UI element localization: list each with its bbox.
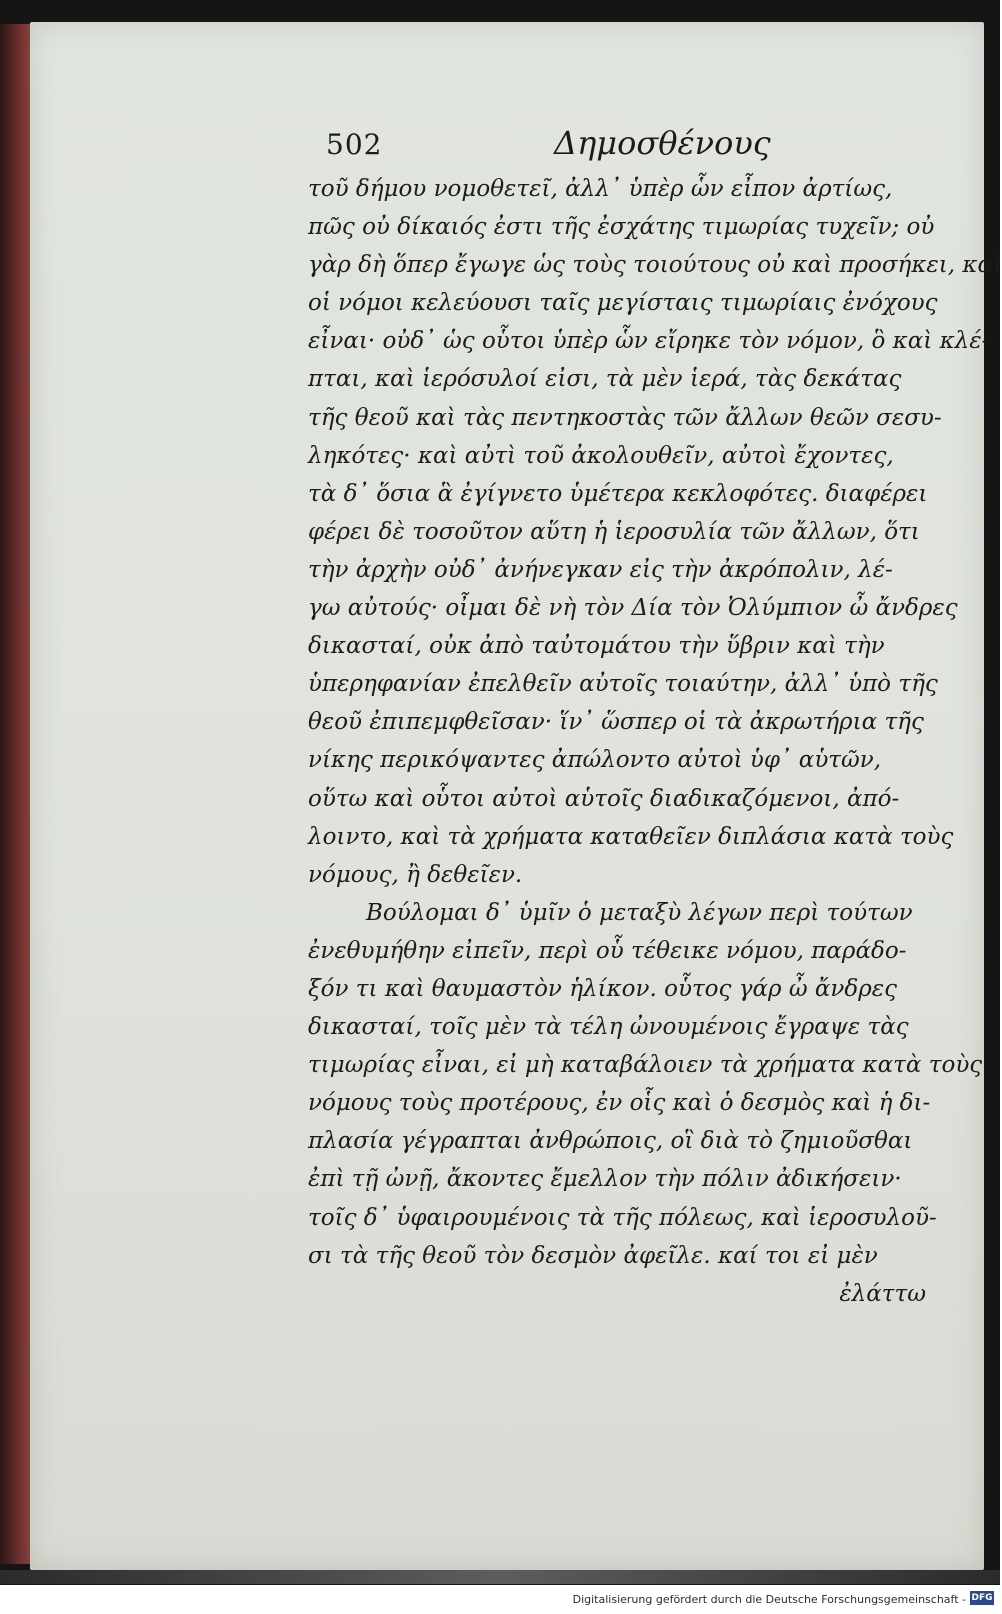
text-line: πῶς οὐ δίκαιός ἐστι τῆς ἐσχάτης τιμωρίας τυχεῖν; οὐ (308, 214, 935, 241)
text-line: γω αὐτούς· οἶμαι δὲ νὴ τὸν Δία τὸν Ὀλύμπιον ὦ ἄνδρες (308, 595, 958, 622)
text-line: ληκότες· καὶ αὐτὶ τοῦ ἀκολουθεῖν, αὐτοὶ ἔχοντες, (308, 442, 894, 469)
text-line: τὰ δ᾽ ὅσια ἃ ἐγίγνετο ὑμέτερα κεκλοφότες. διαφέρει (308, 480, 928, 507)
text-line: ἐνεθυμήθην εἰπεῖν, περὶ οὗ τέθεικε νόμου, παράδο- (308, 937, 907, 964)
text-line: λοιντο, καὶ τὰ χρήματα καταθεῖεν διπλάσια κατὰ τοὺς (308, 823, 954, 850)
text-line: τῆς θεοῦ καὶ τὰς πεντηκοστὰς τῶν ἄλλων θεῶν σεσυ- (308, 404, 942, 431)
page-bottom-edge (0, 1570, 1000, 1584)
text-line: Βούλομαι δ᾽ ὑμῖν ὁ μεταξὺ λέγων περὶ τούτων (366, 899, 913, 926)
text-line: οὕτω καὶ οὗτοι αὐτοὶ αὑτοῖς διαδικαζόμενοι, ἀπό- (308, 785, 900, 812)
text-line: τιμωρίας εἶναι, εἰ μὴ καταβάλοιεν τὰ χρήματα κατὰ τοὺς (308, 1052, 983, 1079)
text-line: νίκης περικόψαντες ἀπώλοντο αὐτοὶ ὑφ᾽ αὑτῶν, (308, 747, 882, 774)
footer-credit: Digitalisierung gefördert durch die Deutsche Forschungsgemeinschaft - (572, 1593, 966, 1606)
text-line: νόμους, ἢ δεθεῖεν. (308, 861, 523, 888)
text-line: φέρει δὲ τοσοῦτον αὕτη ἡ ἱεροσυλία τῶν ἄλλων, ὅτι (308, 518, 920, 545)
text-line: ὑπερηφανίαν ἐπελθεῖν αὐτοῖς τοιαύτην, ἀλλ᾽ ὑπὸ τῆς (308, 671, 938, 698)
running-head: Δημοσθένους (554, 124, 771, 162)
text-line: θεοῦ ἐπιπεμφθεῖσαν· ἵν᾽ ὥσπερ οἱ τὰ ἀκρωτήρια τῆς (308, 709, 924, 736)
page-number: 502 (326, 128, 383, 161)
text-line: τὴν ἀρχὴν οὐδ᾽ ἀνήνεγκαν εἰς τὴν ἀκρόπολιν, λέ- (308, 556, 893, 583)
book-binding-edge (0, 24, 34, 1564)
body-text (308, 170, 1002, 1313)
dfg-logo: DFG (971, 1593, 993, 1603)
footer (0, 1587, 1000, 1614)
text-line: δικασταί, τοῖς μὲν τὰ τέλη ὠνουμένοις ἔγραψε τὰς (308, 1014, 909, 1041)
text-line: ξόν τι καὶ θαυμαστὸν ἡλίκον. οὗτος γάρ ὦ ἄνδρες (308, 975, 897, 1002)
text-line: ἐπὶ τῇ ὠνῇ, ἄκοντες ἔμελλον τὴν πόλιν ἀδικήσειν· (308, 1166, 902, 1193)
text-line: εἶναι· οὐδ᾽ ὡς οὗτοι ὑπὲρ ὧν εἴρηκε τὸν νόμον, ὃ καὶ κλέ- (308, 328, 990, 355)
text-line: σι τὰ τῆς θεοῦ τὸν δεσμὸν ἀφεῖλε. καί τοι εἰ μὲν (308, 1242, 878, 1269)
text-line: πλασία γέγραπται ἀνθρώποις, οἳ διὰ τὸ ζημιοῦσθαι (308, 1128, 913, 1155)
text-line: ἐλάττω (839, 1280, 926, 1307)
text-line: τοῖς δ᾽ ὑφαιρουμένοις τὰ τῆς πόλεως, καὶ ἱεροσυλοῦ- (308, 1204, 937, 1231)
text-line: οἱ νόμοι κελεύουσι ταῖς μεγίσταις τιμωρίαις ἐνόχους (308, 290, 938, 317)
text-line: πται, καὶ ἱερόσυλοί εἰσι, τὰ μὲν ἱερά, τὰς δεκάτας (308, 366, 902, 393)
text-line: γὰρ δὴ ὅπερ ἔγωγε ὡς τοὺς τοιούτους οὐ καὶ προσήκει, καὶ (308, 252, 1002, 279)
text-line: τοῦ δήμου νομοθετεῖ, ἀλλ᾽ ὑπὲρ ὧν εἶπον ἀρτίως, (308, 176, 893, 202)
text-line: δικασταί, οὐκ ἀπὸ ταὐτομάτου τὴν ὕβριν καὶ τὴν (308, 633, 885, 660)
page-header (326, 124, 771, 170)
text-line: νόμους τοὺς προτέρους, ἐν οἷς καὶ ὁ δεσμὸς καὶ ἡ δι- (308, 1090, 931, 1117)
